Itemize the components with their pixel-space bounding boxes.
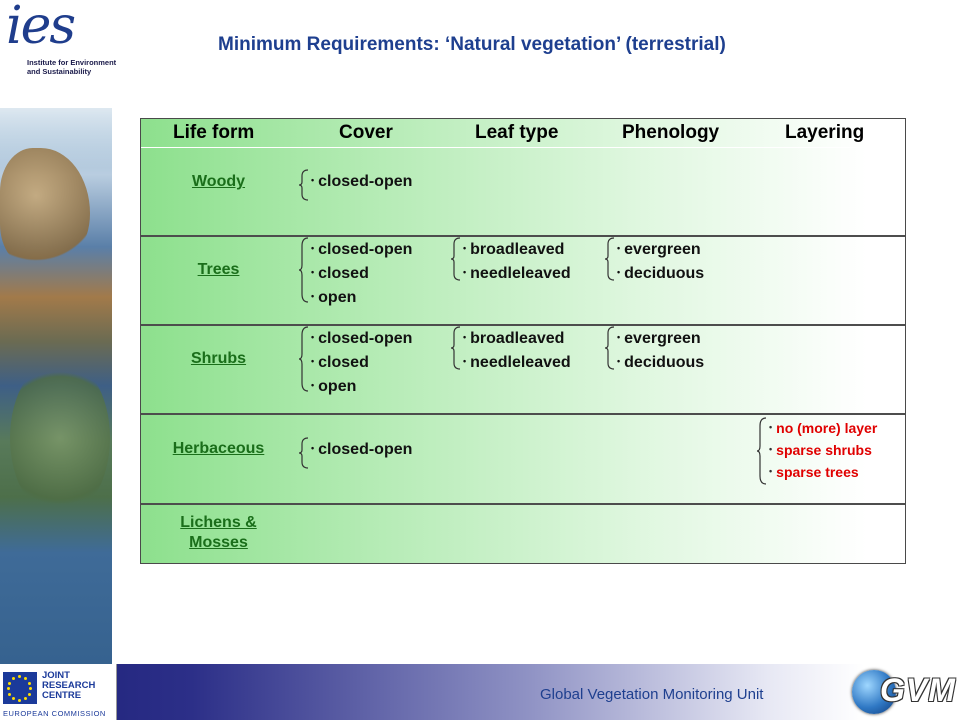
list-item: • open <box>311 285 412 309</box>
page-title: Minimum Requirements: ‘Natural vegetation’ (terrestrial) <box>218 34 726 55</box>
gvm-logo-text: GVM <box>880 672 956 708</box>
table-header <box>141 119 905 147</box>
life-form-herbaceous[interactable]: Herbaceous <box>172 440 265 457</box>
eu-flag-icon <box>3 672 37 704</box>
jrc-logo <box>0 664 117 720</box>
brace-icon <box>605 326 615 370</box>
list-item: • closed-open <box>311 169 412 193</box>
header-life-form: Life form <box>173 122 255 143</box>
header-phenology: Phenology <box>622 122 720 143</box>
list-item: • broadleaved <box>463 237 571 261</box>
requirements-table <box>140 118 906 564</box>
life-form-lichens-mosses[interactable] <box>141 513 296 553</box>
list-item: • closed-open <box>311 437 412 461</box>
list-item: • sparse shrubs <box>769 439 877 461</box>
header-layering: Layering <box>785 122 865 143</box>
header-leaf-type: Leaf type <box>475 122 559 143</box>
trees-leaf-group <box>451 237 596 281</box>
ies-logo <box>0 0 120 92</box>
herbaceous-layering-group <box>757 417 906 485</box>
shrubs-cover-group <box>299 326 439 395</box>
ies-logo-mark: ies <box>6 0 75 56</box>
shrubs-phenology-group <box>605 326 735 370</box>
trees-phenology-group <box>605 237 735 281</box>
brace-icon <box>451 237 461 281</box>
list-item: • broadleaved <box>463 326 571 350</box>
life-form-lichens-line: Lichens & <box>180 514 257 531</box>
list-item: • closed <box>311 350 412 374</box>
list-item: • evergreen <box>617 326 704 350</box>
shrubs-leaf-group <box>451 326 596 370</box>
life-form-mosses-line: Mosses <box>189 534 248 551</box>
herbaceous-cover-group <box>299 437 439 469</box>
gvm-logo <box>848 666 956 718</box>
life-form-shrubs[interactable]: Shrubs <box>190 350 247 367</box>
list-item: • open <box>311 374 412 398</box>
header-cover: Cover <box>339 122 393 143</box>
jrc-text: JOINT RESEARCH CENTRE <box>42 670 96 701</box>
list-item: • needleleaved <box>463 350 571 374</box>
brace-icon <box>451 326 461 370</box>
brace-icon <box>299 437 309 469</box>
list-item: • evergreen <box>617 237 704 261</box>
footer-unit-name: Global Vegetation Monitoring Unit <box>540 686 764 703</box>
ec-text: EUROPEAN COMMISSION <box>3 709 106 718</box>
woody-cover-group <box>299 169 439 201</box>
list-item: • closed-open <box>311 326 412 350</box>
brace-icon <box>299 326 309 392</box>
ies-logo-subtitle: Institute for Environment and Sustainability <box>27 58 117 76</box>
list-item: • deciduous <box>617 350 704 374</box>
list-item: • no (more) layer <box>769 417 877 439</box>
list-item: • deciduous <box>617 261 704 285</box>
list-item: • needleleaved <box>463 261 571 285</box>
list-item: • closed <box>311 261 412 285</box>
footer-bar <box>0 664 960 720</box>
brace-icon <box>299 169 309 201</box>
brace-icon <box>299 237 309 303</box>
brace-icon <box>757 417 767 485</box>
life-form-trees[interactable]: Trees <box>197 261 240 278</box>
list-item: • sparse trees <box>769 461 877 483</box>
satellite-image <box>0 108 112 664</box>
list-item: • closed-open <box>311 237 412 261</box>
trees-cover-group <box>299 237 439 306</box>
life-form-woody[interactable]: Woody <box>191 173 246 190</box>
brace-icon <box>605 237 615 281</box>
